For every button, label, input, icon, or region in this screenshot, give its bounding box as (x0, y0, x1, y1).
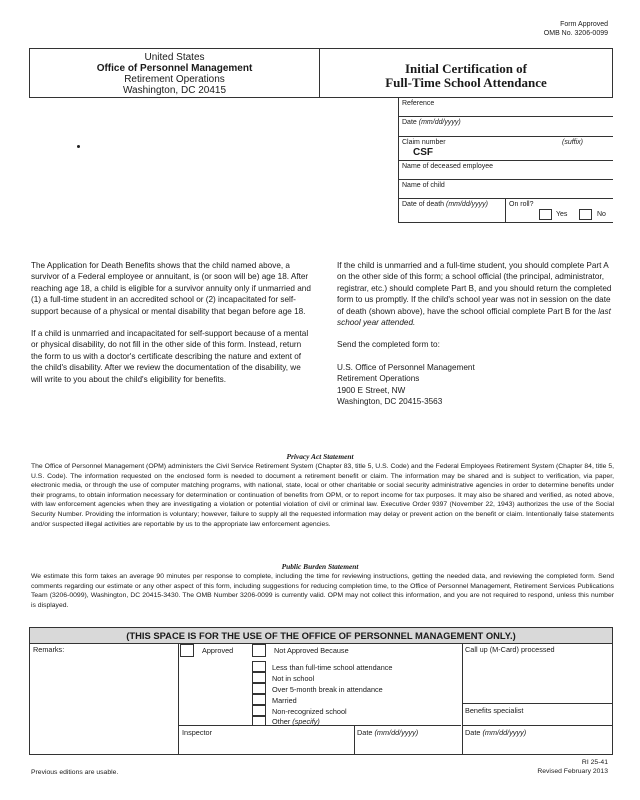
claim-prefix: CSF (413, 147, 433, 158)
omb-approval (544, 20, 608, 38)
form-number: RI 25-41 (581, 759, 608, 766)
benefits-row-line (462, 703, 612, 704)
date-of-death-field (398, 199, 613, 223)
reason-checkbox-3[interactable] (252, 683, 266, 694)
deceased-employee-field[interactable] (398, 161, 613, 180)
reason-checkbox-2[interactable] (252, 672, 266, 683)
reference-label: Reference (402, 100, 435, 107)
send-to-text: Send the completed form to: (337, 340, 440, 350)
reason-checkbox-5[interactable] (252, 705, 266, 716)
specialist-date-text: Date (465, 728, 481, 737)
child-name-field[interactable] (398, 180, 613, 199)
reason-married: Married (272, 696, 297, 705)
agency-line-1: United States (144, 52, 205, 63)
address-line-3: 1900 E Street, NW (337, 385, 406, 395)
child-name-label: Name of child (402, 182, 445, 189)
not-approved-label: Not Approved Because (274, 646, 349, 655)
reference-field[interactable] (398, 98, 613, 117)
agency-line-4: Washington, DC 20415 (122, 85, 227, 96)
reason-non-recognized: Non-recognized school (272, 707, 347, 716)
student-paragraph-text: If the child is unmarried and a full-time student, you should complete Part A on the other side of this form; a school official (the principal, administrator, registrar, etc.) should complete Part B, and you should return the completed form to us promptly. If the child's school year was not in session on the date of death (shown above), have the school official complete Part B for the (337, 261, 612, 316)
privacy-act-title: Privacy Act Statement (286, 452, 354, 461)
remarks-divider (178, 643, 179, 754)
approved-checkbox[interactable] (180, 644, 194, 657)
reason-not-in-school: Not in school (272, 674, 315, 683)
inspector-date-format: (mm/dd/yyyy) (374, 728, 419, 737)
reason-checkbox-1[interactable] (252, 661, 266, 672)
inspector-date-divider (354, 725, 355, 754)
specialist-date-format: (mm/dd/yyyy) (482, 728, 527, 737)
on-roll-yes-label: Yes (556, 211, 568, 218)
identification-fields (398, 98, 613, 223)
form-header (29, 48, 613, 98)
form-title-line-1: Initial Certification of (404, 61, 528, 76)
student-paragraph (337, 260, 615, 328)
privacy-act-text: The Office of Personnel Management (OPM) administers the Civil Service Retirement System (Chapter 83, title 5, U.S. Code) and the Federal Employees Retirement System (Chapter 84, title 5, U.S. Code). The information requested on the enclosed form is needed to document a retirement benefit or claim. The information may be shared and is subject to verification, via paper, electronic media, or through the use of computer matching programs, with national, state, local or other charitable or social security administrative agencies in order to determine benefits under their programs, to obtain information necessary for determination or continuation of benefits from OPM, or to report income for tax purposes. It may also be shared and verified, as noted above, with law enforcement agencies when they are investigating a violation or potential violation of civil or criminal law. Executive Order 9397 (November 22, 1943) authorizes the use of the Social Security Number. Providing the information is voluntary; however, failure to supply all the requested information may delay or prevent action on the benefit or claim. Intentionally false statements and/or suspected illegal activities are reportable by us to the appropriate law enforcement agencies. (31, 463, 614, 528)
form-approved-text: Form Approved (560, 21, 608, 28)
office-use-heading: (THIS SPACE IS FOR THE USE OF THE OFFICE OF PERSONNEL MANAGEMENT ONLY.) (30, 628, 612, 644)
deceased-employee-label: Name of deceased employee (402, 163, 494, 170)
agency-block (30, 49, 320, 97)
claim-number-label: Claim number (402, 139, 446, 146)
reason-checkbox-4[interactable] (252, 694, 266, 705)
reason-other-label: Other (272, 717, 291, 726)
omb-number: OMB No. 3206-0099 (543, 30, 608, 37)
revision-date: Revised February 2013 (537, 768, 608, 775)
date-format: (mm/dd/yyyy) (418, 119, 461, 126)
reason-other (272, 717, 320, 726)
inspector-label: Inspector (182, 728, 213, 737)
instructions-right-column (337, 260, 615, 407)
date-of-death-format: (mm/dd/yyyy) (445, 201, 488, 208)
reason-full-time: Less than full-time school attendance (272, 663, 393, 672)
approved-label: Approved (202, 646, 234, 655)
remarks-label: Remarks: (33, 645, 65, 654)
form-title-line-2: Full-Time School Attendance (385, 75, 547, 90)
claim-number-field[interactable] (398, 137, 613, 161)
right-column-divider (462, 643, 463, 754)
agency-line-3: Retirement Operations (124, 74, 225, 85)
inspector-date-text: Date (357, 728, 373, 737)
form-title (320, 49, 612, 97)
office-use-box (29, 627, 613, 755)
reason-break: Over 5-month break in attendance (272, 685, 383, 694)
on-roll-yes-checkbox[interactable] (539, 209, 552, 220)
on-roll-divider (505, 199, 506, 222)
on-roll-no-checkbox[interactable] (579, 209, 592, 220)
address-line-4: Washington, DC 20415-3563 (337, 397, 443, 407)
specialist-date-label (465, 728, 526, 737)
date-row-line (462, 725, 612, 726)
claim-suffix-label: (suffix) (562, 139, 583, 146)
on-roll-no-label: No (597, 211, 606, 218)
reason-checkbox-6[interactable] (252, 716, 266, 726)
address-line-1: U.S. Office of Personnel Management (337, 362, 475, 372)
inspector-date-label (357, 728, 418, 737)
reason-other-specify: (specify) (292, 717, 320, 726)
previous-editions-note: Previous editions are usable. (31, 769, 119, 776)
burden-statement-text: We estimate this form takes an average 90 minutes per response to complete, including the time for reviewing instructions, getting the needed data, and reviewing the completed form. Send comments regarding our estimate or any other aspect of this form, including suggestions for reducing completion time, to the Office of Personnel Management, Retirement Services Publications Team (3206-0099), Washington, DC 20415-3430. The OMB Number 3206-0099 is currently valid. OPM may not collect this information, and you are not required to respond, unless this number is displayed. (31, 573, 614, 609)
burden-statement-title: Public Burden Statement (281, 562, 359, 571)
eligibility-paragraph: The Application for Death Benefits shows that the child named above, a survivor of a Federal employee or annuitant, is (or soon will be) age 18. After reaching age 18, a child is eligible for a survivor annuity only if unmarried and (1) a full-time student in an accredited school or (2) incapacitated for self-support because of a physical or mental disability that began before age 18. (31, 261, 311, 316)
on-roll-label: On roll? (509, 201, 534, 208)
call-up-label: Call up (M-Card) processed (465, 645, 555, 654)
date-label: Date (402, 119, 417, 126)
agency-name: Office of Personnel Management (96, 63, 253, 74)
instructions-left-column (31, 260, 311, 396)
benefits-specialist-label: Benefits specialist (465, 706, 524, 715)
disability-paragraph: If a child is unmarried and incapacitated for self-support because of a mental or physical disability, do not fill in the other side of this form. Instead, return the form to us with a doctor's certificate describing the nature and extent of the child's disability. After we review the documentation of the disability, we will write to you about the child's eligibility for benefits. (31, 329, 309, 384)
form-identifier (537, 758, 608, 776)
address-line-2: Retirement Operations (337, 374, 420, 384)
last-school-year-text: last school year attended. (337, 306, 611, 328)
mailing-address (337, 362, 615, 408)
date-field[interactable] (398, 117, 613, 137)
date-of-death-label: Date of death (402, 201, 445, 208)
bullet-mark (77, 145, 80, 148)
not-approved-checkbox[interactable] (252, 644, 266, 657)
